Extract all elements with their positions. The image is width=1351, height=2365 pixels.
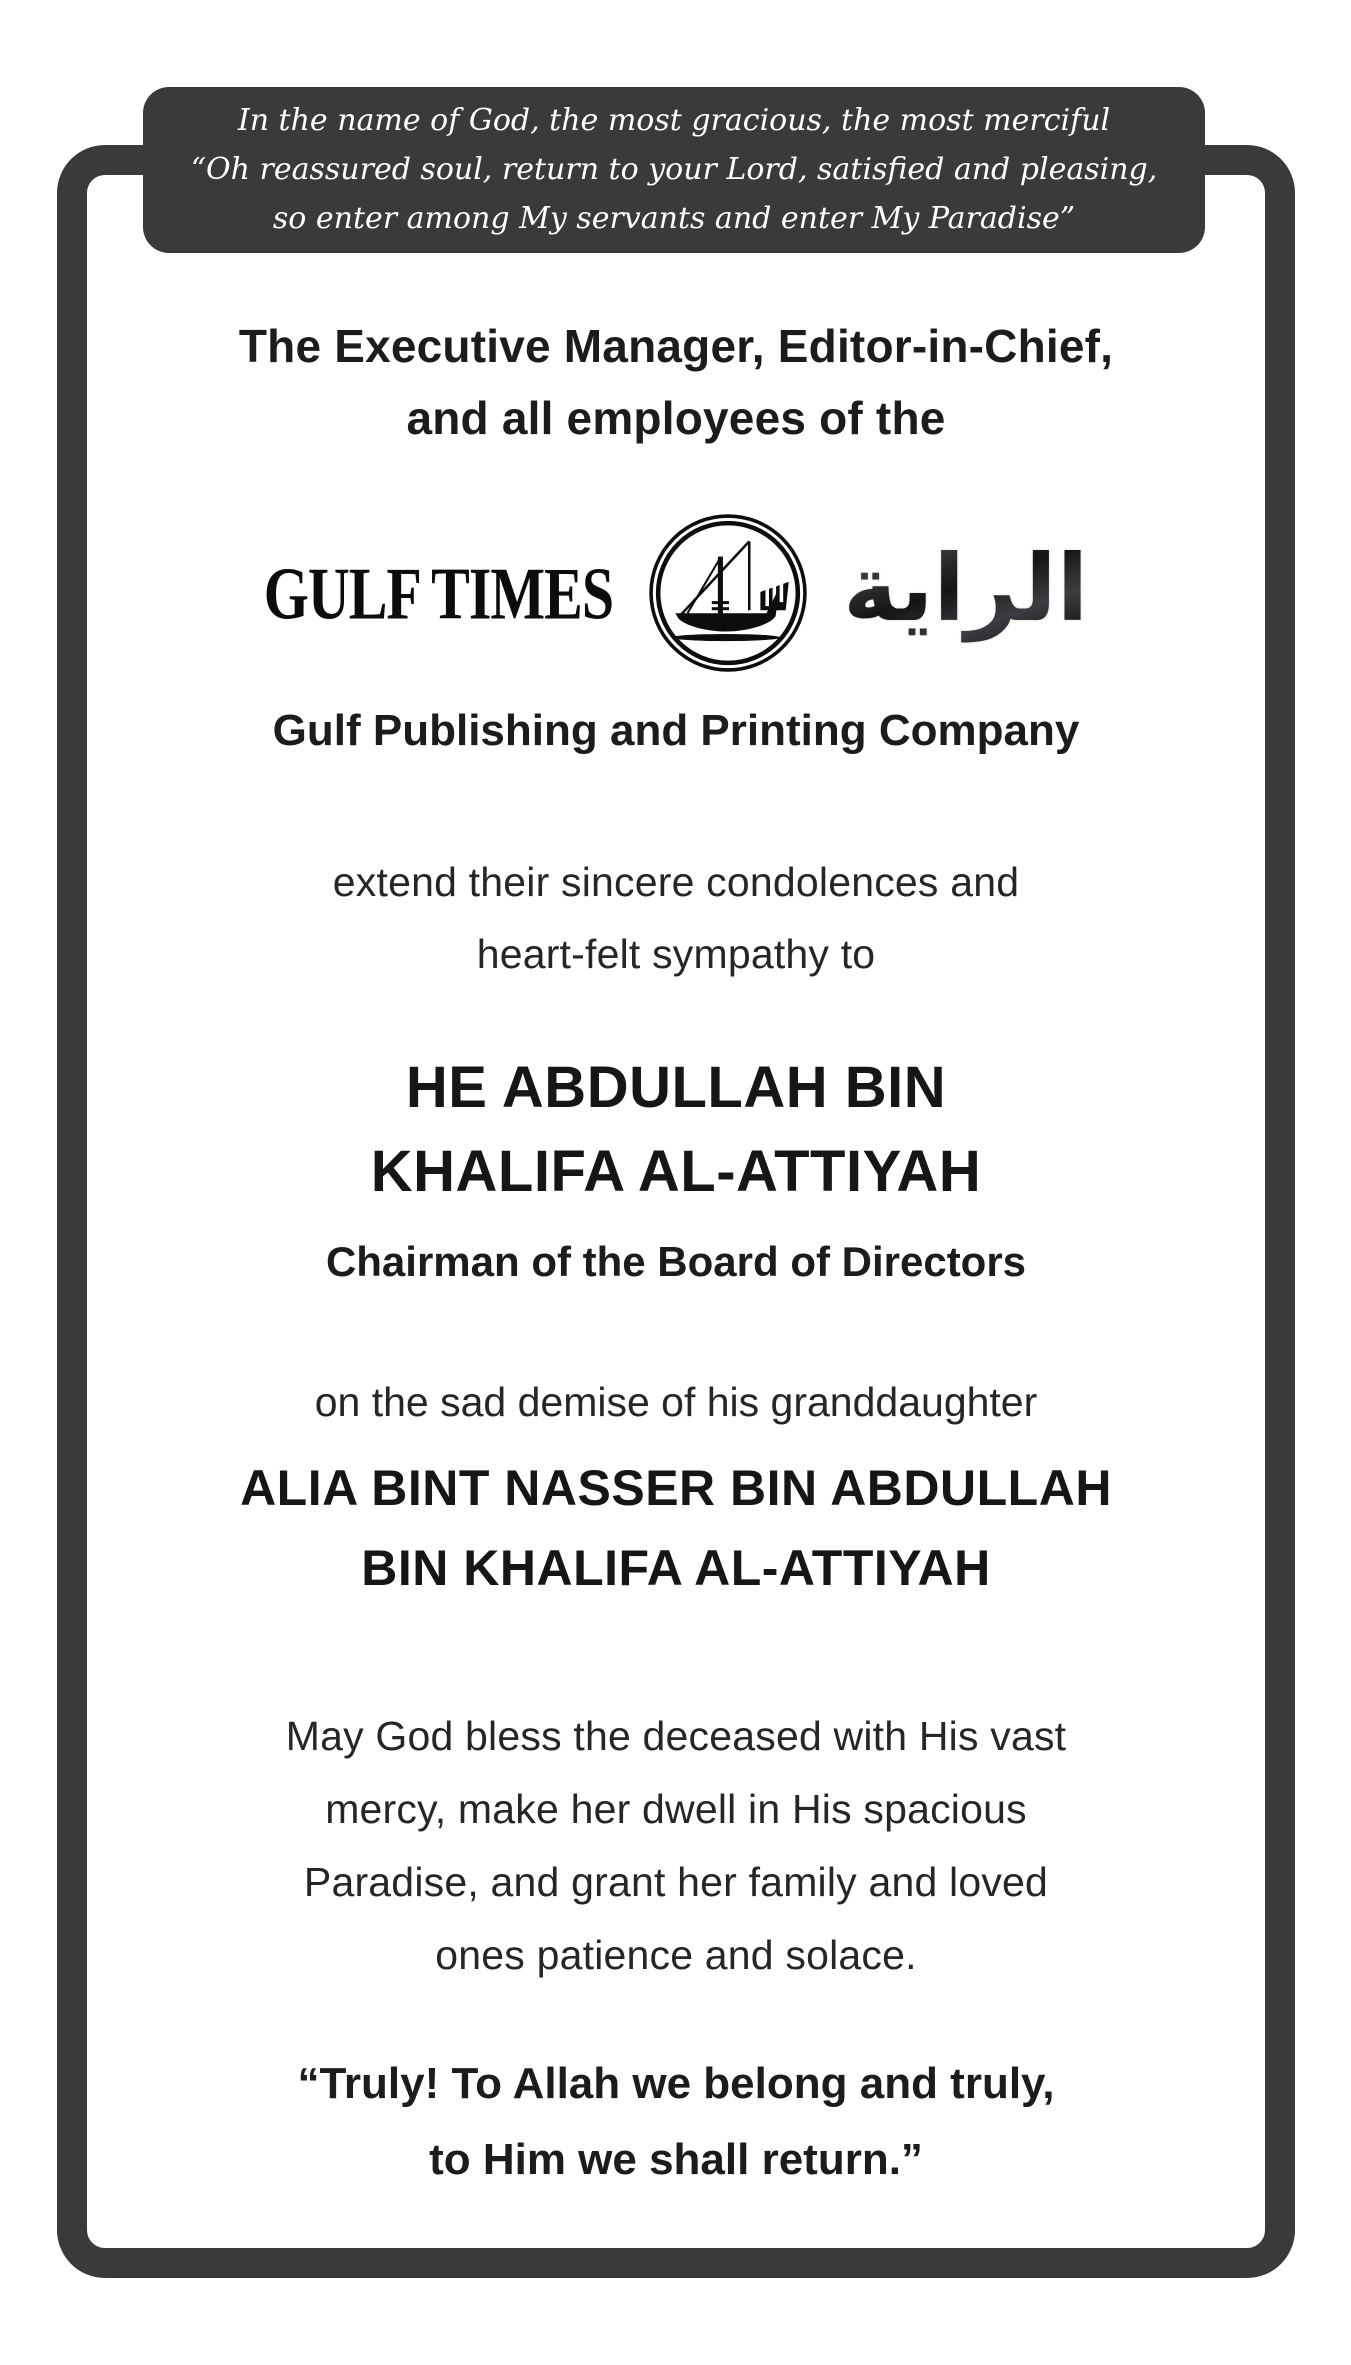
- closing-quote-block: [87, 2046, 1265, 2198]
- logo-row: [87, 503, 1265, 683]
- honoree-name-line-1: HE ABDULLAH BIN: [405, 1055, 947, 1120]
- honoree-block: [87, 1046, 1265, 1292]
- intro-line-2: heart-felt sympathy to: [476, 931, 876, 977]
- honoree-title: Chairman of the Board of Directors: [325, 1238, 1027, 1285]
- banner-line-2: “Oh reassured soul, return to your Lord, satisfied and pleasing,: [190, 151, 1158, 187]
- header-line-1: The Executive Manager, Editor-in-Chief,: [238, 320, 1114, 372]
- deceased-name-block: [87, 1448, 1265, 1608]
- condolence-intro-block: [87, 846, 1265, 990]
- banner-line-1: In the name of God, the most gracious, the most merciful: [237, 102, 1111, 138]
- honoree-name-line-2: KHALIFA AL-ATTIYAH: [370, 1139, 982, 1204]
- prayer-line-1: May God bless the deceased with His vast: [285, 1713, 1067, 1759]
- prayer-line-3: Paradise, and grant her family and loved: [303, 1859, 1049, 1905]
- prayer-line-2: mercy, make her dwell in His spacious: [325, 1786, 1027, 1832]
- company-name: Gulf Publishing and Printing Company: [272, 706, 1080, 755]
- deceased-name-line-2: BIN KHALIFA AL-ATTIYAH: [361, 1540, 991, 1596]
- company-block: [87, 700, 1265, 762]
- al-raya-arabic-wordmark: الراية: [843, 535, 1089, 642]
- header-line-2: and all employees of the: [406, 392, 946, 444]
- bismillah-banner: [143, 87, 1205, 253]
- prayer-line-4: ones patience and solace.: [435, 1932, 917, 1978]
- gulf-times-wordmark: GULF TIMES: [263, 551, 614, 635]
- prayer-block: [87, 1700, 1265, 1992]
- demise-intro-block: [87, 1372, 1265, 1432]
- closing-quote-line-1: “Truly! To Allah we belong and truly,: [297, 2059, 1055, 2108]
- banner-line-3: so enter among My servants and enter My Paradise”: [272, 200, 1076, 236]
- deceased-name-line-1: ALIA BINT NASSER BIN ABDULLAH: [240, 1460, 1112, 1516]
- dhow-ship-emblem-icon: [647, 512, 809, 674]
- demise-intro-text: on the sad demise of his granddaughter: [314, 1379, 1038, 1425]
- closing-quote-line-2: to Him we shall return.”: [429, 2135, 923, 2184]
- header-block: [87, 310, 1265, 454]
- intro-line-1: extend their sincere condolences and: [332, 859, 1020, 905]
